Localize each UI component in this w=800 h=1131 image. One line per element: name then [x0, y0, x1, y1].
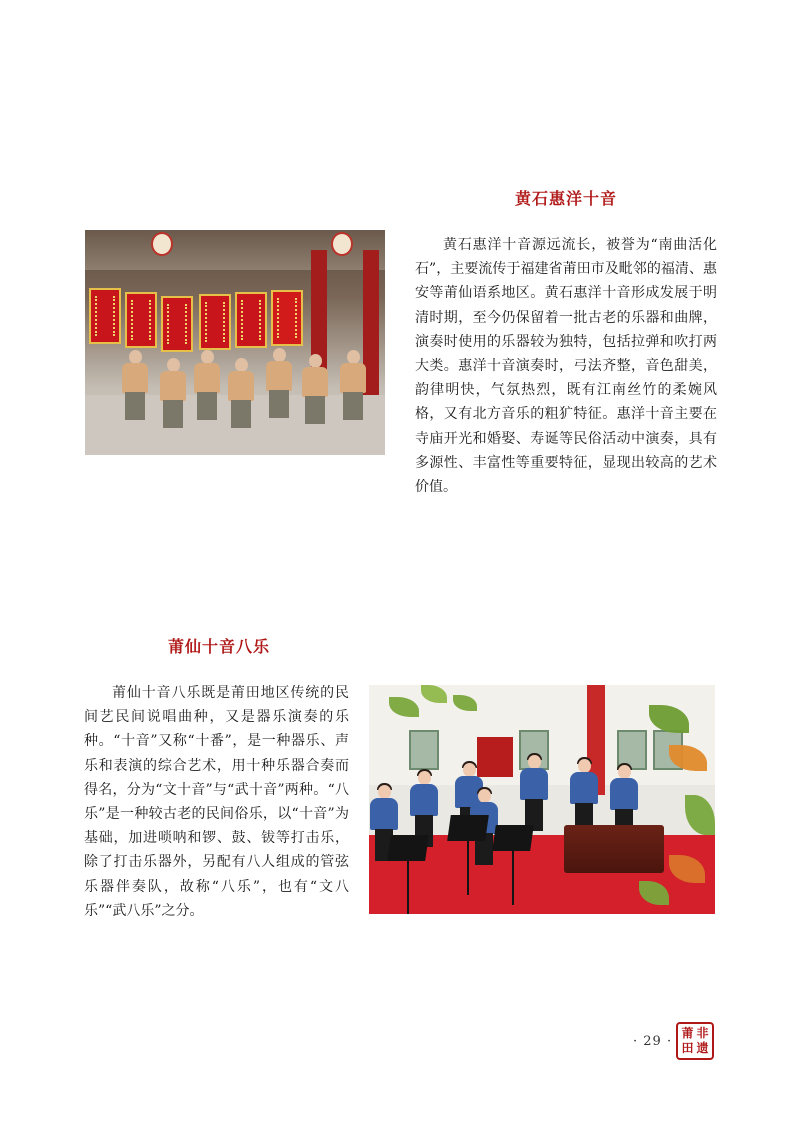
- intangible-heritage-seal: [676, 1022, 714, 1060]
- section2-title: 莆仙十音八乐: [168, 637, 271, 656]
- seal-char: 遗: [696, 1041, 709, 1055]
- photo-orchestra: [369, 685, 715, 914]
- seal-char: 非: [696, 1026, 709, 1040]
- page-number: · 29 ·: [633, 1034, 673, 1049]
- section2-body: 莆仙十音八乐既是莆田地区传统的民间艺民间说唱曲种，又是器乐演奏的乐种。“十音”又称“十番”，是一种器乐、声乐和表演的综合艺术，用十种乐器合奏而得名，分为“文十音”与“武十音”两种。“八乐”是一种较古老的民间俗乐，以“十音”为基础，加进唢呐和锣、鼓、钹等打击乐，除了打击乐器外，另配有八人组成的管弦乐器伴奏队，故称“八乐”，也有“文八乐”“武八乐”之分。: [84, 685, 349, 919]
- section1-title: 黄石惠洋十音: [515, 189, 618, 208]
- photo-temple-musicians: [85, 230, 385, 455]
- seal-char: 田: [681, 1041, 694, 1055]
- section1-body: 黄石惠洋十音源远流长，被誉为“南曲活化石”，主要流传于福建省莆田市及毗邻的福清、惠安等莆仙语系地区。黄石惠洋十音形成发展于明清时期，至今仍保留着一批古老的乐器和曲牌，演奏时使用的乐器较为独特，包括拉弹和吹打两大类。惠洋十音演奏时，弓法齐整，音色甜美，韵律明快，气氛热烈，既有江南丝竹的柔婉风格，又有北方音乐的粗犷特征。惠洋十音主要在寺庙开光和婚娶、寿诞等民俗活动中演奏，具有多源性、丰富性等重要特征，显现出较高的艺术价值。: [415, 237, 717, 496]
- seal-char: 莆: [681, 1026, 694, 1040]
